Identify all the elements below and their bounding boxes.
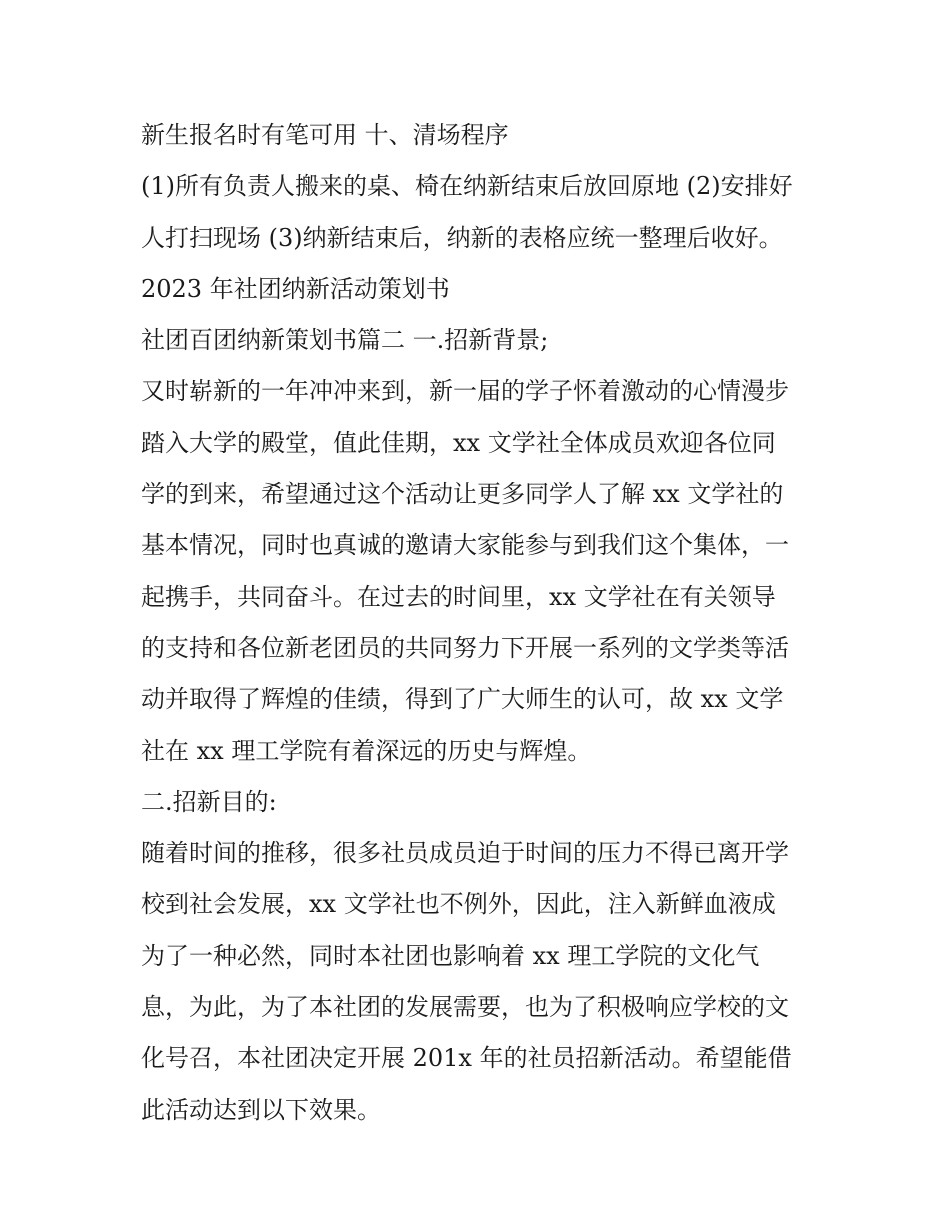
- text-line: 随着时间的推移，很多社员成员迫于时间的压力不得已离开学: [141, 839, 789, 868]
- document-body: [141, 110, 821, 1136]
- text-line: 的支持和各位新老团员的共同努力下开展一系列的文学类等活: [141, 633, 789, 662]
- text-line: (1)所有负责人搬来的桌、椅在纳新结束后放回原地 (2)安排好: [141, 172, 793, 201]
- section-heading-line: 二.招新目的:: [141, 787, 277, 816]
- text-line: 新生报名时有笔可用 十、清场程序: [141, 121, 509, 149]
- text-line: 动并取得了辉煌的佳绩，得到了广大师生的认可，故 xx 文学: [141, 685, 784, 714]
- text-line: 基本情况，同时也真诚的邀请大家能参与到我们这个集体，一: [141, 531, 789, 560]
- text-line: 踏入大学的殿堂，值此佳期，xx 文学社全体成员欢迎各位同: [141, 428, 776, 457]
- text-line: 学的到来，希望通过这个活动让更多同学人了解 xx 文学社的: [141, 480, 784, 509]
- text-line: 息，为此，为了本社团的发展需要，也为了积极响应学校的文: [141, 993, 789, 1022]
- text-line: 社在 xx 理工学院有着深远的历史与辉煌。: [141, 736, 592, 765]
- heading-line: 2023 年社团纳新活动策划书: [141, 274, 450, 303]
- text-line: 校到社会发展，xx 文学社也不例外，因此，注入新鲜血液成: [141, 890, 776, 919]
- text-line: 社团百团纳新策划书篇二 一.招新背景;: [141, 326, 549, 355]
- text-line: 为了一种必然，同时本社团也影响着 xx 理工学院的文化气: [141, 941, 760, 970]
- text-line: 又时崭新的一年冲冲来到，新一届的学子怀着激动的心情漫步: [141, 377, 789, 406]
- text-line: 此活动达到以下效果。: [141, 1095, 381, 1124]
- text-line: 起携手，共同奋斗。在过去的时间里，xx 文学社在有关领导: [141, 582, 776, 611]
- text-line: 人打扫现场 (3)纳新结束后，纳新的表格应统一整理后收好。: [141, 223, 783, 252]
- text-line: 化号召，本社团决定开展 201x 年的社员招新活动。希望能借: [141, 1044, 792, 1073]
